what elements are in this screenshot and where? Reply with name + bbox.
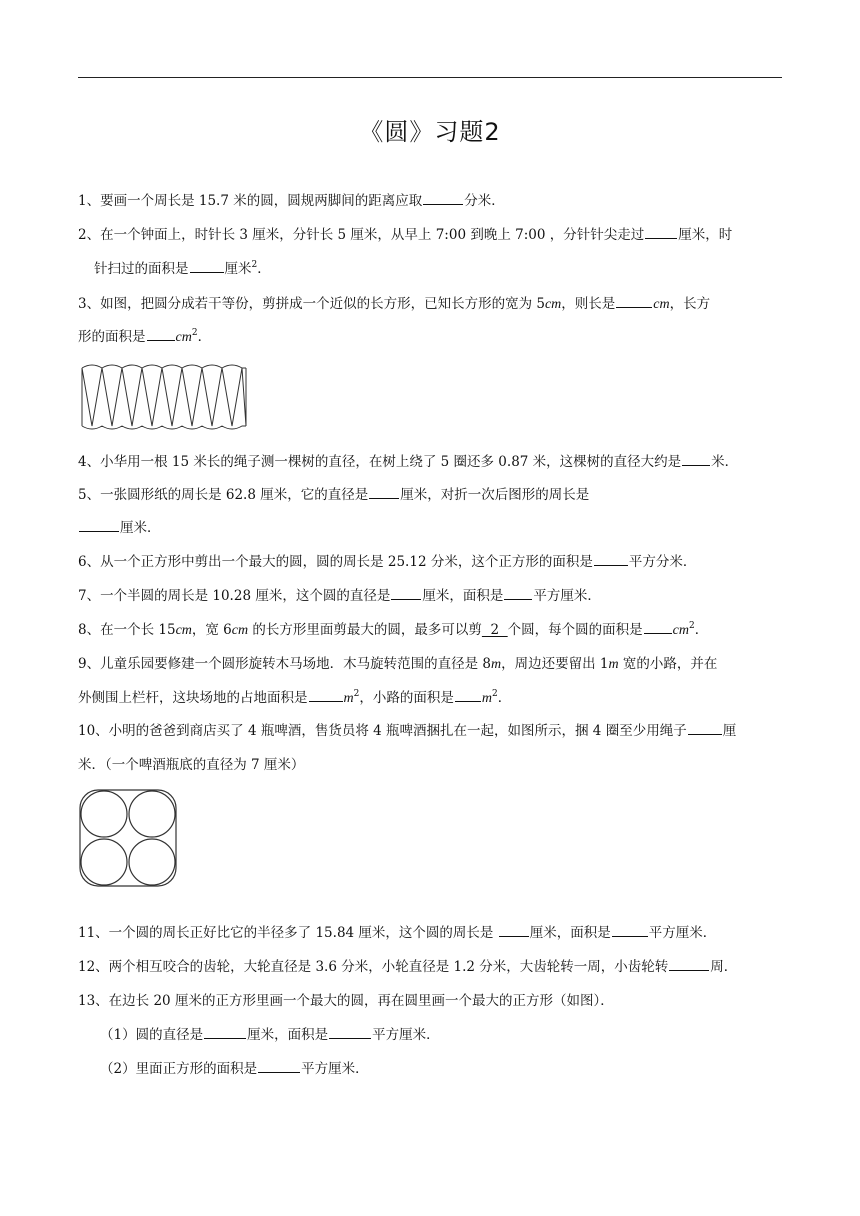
answer-blank[interactable] xyxy=(329,1026,371,1039)
answer-blank[interactable] xyxy=(190,260,224,273)
question-8: 8、在一个长 15cm，宽 6cm 的长方形里面剪最大的圆，最多可以剪 2 个圆，每个圆的面积是 $cm^2$． xyxy=(78,621,709,638)
question-5-cont: 厘米． xyxy=(78,519,161,537)
question-12: 12、两个相互咬合的齿轮，大轮直径是 3.6 分米，小轮直径是 1.2 分米，大齿轮转一周，小齿轮转 周． xyxy=(78,959,738,975)
question-4: 4、小华用一根 15 米长的绳子测一棵树的直径，在树上绕了 5 圈还多 0.87 米，这棵树的直径大约是 米． xyxy=(78,454,739,470)
question-3: 3、如图，把圆分成若干等份，剪拼成一个近似的长方形，已知长方形的宽为 5cm，则长是 cm，长方 xyxy=(78,296,711,312)
answer-blank[interactable] xyxy=(612,924,648,937)
rearranged-circle-figure xyxy=(80,364,250,430)
answer-blank[interactable] xyxy=(616,295,652,308)
question-2: 2、在一个钟面上，时针长 3 厘米，分针长 5 厘米，从早上 7:00 到晚上 7:00 ，分针针尖走过 厘米，时 xyxy=(78,227,733,243)
answer-blank[interactable] xyxy=(204,1026,246,1039)
question-10: 10、小明的爸爸到商店买了 4 瓶啤酒，售货员将 4 瓶啤酒捆扎在一起，如图所示，捆 4 圈至少用绳子 厘 xyxy=(78,723,737,739)
answer-blank[interactable] xyxy=(309,689,343,702)
question-2-cont: 针扫过的面积是 厘米$^2$． xyxy=(94,260,271,277)
question-13-part-2: （2）里面正方形的面积是 平方厘米． xyxy=(100,1061,369,1077)
page-title: 《圆》习题2 xyxy=(359,118,501,146)
question-13-part-1: （1）圆的直径是 厘米，面积是 平方厘米． xyxy=(100,1027,440,1043)
answer-blank[interactable] xyxy=(669,958,709,971)
answer-blank[interactable] xyxy=(688,722,722,735)
question-1: 1、要画一个周长是 15.7 米的圆，圆规两脚间的距离应取 分米． xyxy=(78,193,505,209)
answer-blank[interactable] xyxy=(499,924,529,937)
question-7: 7、一个半圆的周长是 10.28 厘米，这个圆的直径是 厘米，面积是 平方厘米． xyxy=(78,588,601,604)
header-rule xyxy=(78,77,782,78)
question-5: 5、一张圆形纸的周长是 62.8 厘米，它的直径是 厘米，对折一次后图形的周长是 xyxy=(78,487,590,503)
question-9: 9、儿童乐园要修建一个圆形旋转木马场地．木马旋转范围的直径是 8m，周边还要留出 1m 宽的小路，并在 xyxy=(78,656,718,672)
answer-blank[interactable] xyxy=(682,453,710,466)
answer-blank[interactable] xyxy=(504,587,532,600)
answer-blank[interactable] xyxy=(645,226,677,239)
question-10-cont: 米．（一个啤酒瓶底的直径为 7 厘米） xyxy=(78,757,305,773)
answer-blank[interactable] xyxy=(594,553,628,566)
question-13: 13、在边长 20 厘米的正方形里画一个最大的圆，再在圆里画一个最大的正方形（如图）． xyxy=(78,993,614,1009)
answer-blank[interactable] xyxy=(147,328,175,341)
four-bottles-figure xyxy=(79,789,177,887)
answer-blank[interactable] xyxy=(258,1060,300,1073)
answer-blank[interactable] xyxy=(455,689,481,702)
answer-blank[interactable] xyxy=(644,621,672,634)
question-3-cont: 形的面积是 $cm^2$． xyxy=(78,328,212,345)
answer-blank[interactable] xyxy=(391,587,421,600)
question-6: 6、从一个正方形中剪出一个最大的圆，圆的周长是 25.12 分米，这个正方形的面积是 平方分米． xyxy=(78,554,697,570)
answer-blank[interactable] xyxy=(423,192,463,205)
filled-answer: 2 xyxy=(481,622,508,638)
question-11: 11、一个圆的周长正好比它的半径多了 15.84 厘米，这个圆的周长是 厘米，面积是 平方厘米． xyxy=(78,925,717,941)
answer-blank[interactable] xyxy=(369,486,399,499)
answer-blank[interactable] xyxy=(79,519,119,532)
question-9-cont: 外侧围上栏杆，这块场地的占地面积是 $m^2$，小路的面积是 $m^2$． xyxy=(78,689,512,706)
